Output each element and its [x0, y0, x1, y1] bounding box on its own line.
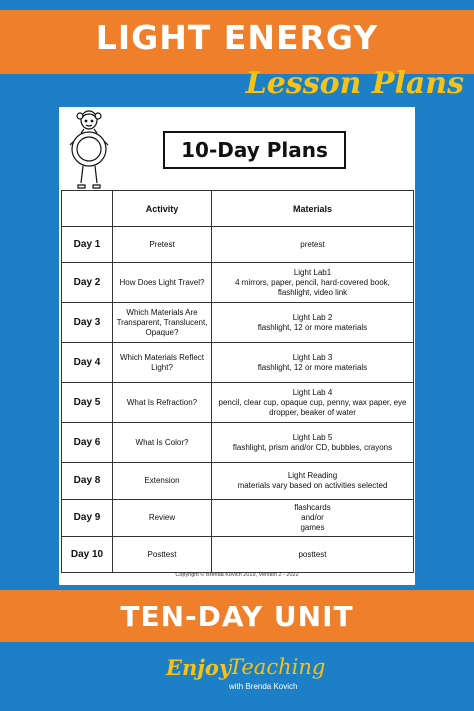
plan-table: [61, 190, 414, 573]
column-header: [62, 191, 113, 227]
day-cell: Day 5: [62, 383, 113, 423]
table-row: [62, 500, 414, 537]
activity-cell: Which Materials Reflect Light?: [113, 343, 212, 383]
activity-cell: How Does Light Travel?: [113, 263, 212, 303]
plan-title: 10-Day Plans: [163, 131, 346, 169]
materials-cell: Light Lab 4 pencil, clear cup, opaque cup, penny, wax paper, eye dropper, beaker of water: [212, 383, 414, 423]
page-title: LIGHT ENERGY: [95, 18, 379, 57]
table-row: [62, 383, 414, 423]
column-header-materials: Materials: [212, 191, 414, 227]
activity-cell: Extension: [113, 463, 212, 500]
activity-cell: What Is Color?: [113, 423, 212, 463]
day-cell: Day 4: [62, 343, 113, 383]
day-cell: Day 1: [62, 227, 113, 263]
materials-cell: Light Lab 5 flashlight, prism and/or CD, bubbles, crayons: [212, 423, 414, 463]
activity-cell: Posttest: [113, 537, 212, 573]
day-cell: Day 3: [62, 303, 113, 343]
day-cell: Day 9: [62, 500, 113, 537]
logo-enjoy: Enjoy: [166, 655, 232, 680]
materials-cell: Light Lab 2 flashlight, 12 or more materials: [212, 303, 414, 343]
activity-cell: Pretest: [113, 227, 212, 263]
day-cell: Day 2: [62, 263, 113, 303]
logo-teaching: Teaching: [229, 655, 326, 679]
table-row: [62, 537, 414, 573]
day-cell: Day 10: [62, 537, 113, 573]
materials-cell: posttest: [212, 537, 414, 573]
materials-cell: pretest: [212, 227, 414, 263]
table-header-row: [62, 191, 414, 227]
table-row: [62, 303, 414, 343]
day-cell: Day 8: [62, 463, 113, 500]
activity-cell: What Is Refraction?: [113, 383, 212, 423]
materials-cell: Light Reading materials vary based on activities selected: [212, 463, 414, 500]
day-cell: Day 6: [62, 423, 113, 463]
table-row: [62, 227, 414, 263]
table-row: [62, 463, 414, 500]
unit-title: TEN-DAY UNIT: [120, 600, 354, 633]
copyright-note: Copyright © Brenda Kovich 2019, Version 2 - 2022: [175, 572, 299, 578]
materials-cell: flashcards and/or games: [212, 500, 414, 537]
materials-cell: Light Lab1 4 mirrors, paper, pencil, hard-covered book, flashlight, video link: [212, 263, 414, 303]
activity-cell: Review: [113, 500, 212, 537]
activity-cell: Which Materials Are Transparent, Translucent, Opaque?: [113, 303, 212, 343]
column-header-activity: Activity: [113, 191, 212, 227]
table-row: [62, 343, 414, 383]
girl-illustration: [68, 109, 110, 191]
table-row: [62, 263, 414, 303]
page-subtitle: Lesson Plans: [245, 66, 464, 101]
table-row: [62, 423, 414, 463]
materials-cell: Light Lab 3 flashlight, 12 or more materials: [212, 343, 414, 383]
logo-byline: with Brenda Kovich: [229, 682, 298, 691]
